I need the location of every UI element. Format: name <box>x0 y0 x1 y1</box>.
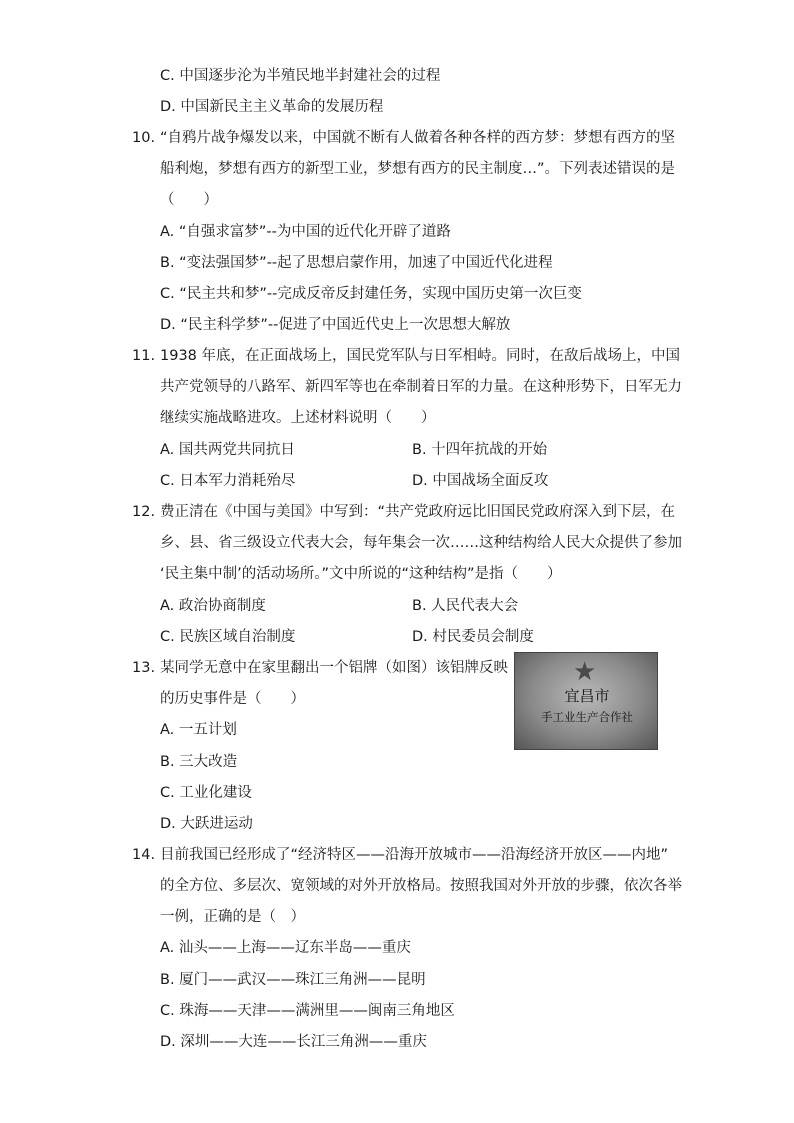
q11-option-d: D. 中国战场全面反攻 <box>412 473 549 489</box>
q13-stem-line1: 某同学无意中在家里翻出一个铝牌（如图）该铝牌反映 <box>160 660 508 676</box>
q13-stem-line2: 的历史事件是（ ） <box>160 691 305 707</box>
q9-option-c: C. 中国逐步沦为半殖民地半封建社会的过程 <box>160 68 441 84</box>
q12-stem-line3: ‘民主集中制’的活动场所。”文中所说的“这种结构”是指（ ） <box>160 566 562 582</box>
q13-number: 13. <box>132 660 156 676</box>
q11-number: 11. <box>132 348 156 364</box>
q14-number: 14. <box>132 847 156 863</box>
q14-stem-line3: 一例，正确的是（ ） <box>160 909 305 925</box>
q12-option-b: B. 人民代表大会 <box>412 598 519 614</box>
q12-stem-line1: 费正清在《中国与美国》中写到：“共产党政府远比旧国民党政府深入到下层，在 <box>160 504 676 520</box>
q10-option-a: A. “自强求富梦”--为中国的近代化开辟了道路 <box>160 224 451 240</box>
q14-stem-line1: 目前我国已经形成了“经济特区——沿海开放城市——沿海经济开放区——内地” <box>160 847 669 863</box>
q11-stem-line2: 共产党领导的八路军、新四军等也在牵制着日军的力量。在这种形势下，日军无力 <box>160 379 682 395</box>
q12-option-a: A. 政治协商制度 <box>160 598 266 614</box>
q10-stem-line2: 船利炮，梦想有西方的新型工业，梦想有西方的民主制度…”。下列表述错误的是 <box>160 161 676 177</box>
q13-option-a: A. 一五计划 <box>160 722 237 738</box>
q11-option-a: A. 国共两党共同抗日 <box>160 442 295 458</box>
star-icon: ★ <box>573 657 597 687</box>
q13-option-d: D. 大跃进运动 <box>160 816 253 832</box>
q14-option-c: C. 珠海——天津——满洲里——闽南三角地区 <box>160 1003 455 1019</box>
q10-stem-line1: “自鸦片战争爆发以来，中国就不断有人做着各种各样的西方梦：梦想有西方的坚 <box>160 130 676 146</box>
plaque-org: 手工业生产合作社 <box>541 710 633 724</box>
q12-option-c: C. 民族区域自治制度 <box>160 629 296 645</box>
q10-option-b: B. “变法强国梦”--起了思想启蒙作用，加速了中国近代化进程 <box>160 255 553 271</box>
q13-option-b: B. 三大改造 <box>160 754 238 770</box>
q11-option-b: B. 十四年抗战的开始 <box>412 442 548 458</box>
q11-option-c: C. 日本军力消耗殆尽 <box>160 473 296 489</box>
q10-number: 10. <box>132 130 156 146</box>
q12-number: 12. <box>132 504 156 520</box>
q12-stem-line2: 乡、县、省三级设立代表大会，每年集会一次……这种结构给人民大众提供了参加 <box>160 535 682 551</box>
q14-option-b: B. 厦门——武汉——珠江三角洲——昆明 <box>160 972 426 988</box>
q13-option-c: C. 工业化建设 <box>160 785 252 801</box>
q14-option-a: A. 汕头——上海——辽东半岛——重庆 <box>160 940 411 956</box>
q14-option-d: D. 深圳——大连——长江三角洲——重庆 <box>160 1034 427 1050</box>
q11-stem-line3: 继续实施战略进攻。上述材料说明（ ） <box>160 410 436 426</box>
plaque-city: 宜昌市 <box>564 687 610 705</box>
q10-option-d: D. “民主科学梦”--促进了中国近代史上一次思想大解放 <box>160 317 511 333</box>
q10-option-c: C. “民主共和梦”--完成反帝反封建任务，实现中国历史第一次巨变 <box>160 286 582 302</box>
q11-stem-line1: 1938 年底，在正面战场上，国民党军队与日军相峙。同时，在敌后战场上，中国 <box>160 348 681 364</box>
q9-option-d: D. 中国新民主主义革命的发展历程 <box>160 99 384 115</box>
q14-stem-line2: 的全方位、多层次、宽领域的对外开放格局。按照我国对外开放的步骤，依次各举 <box>160 878 682 894</box>
q10-answer-blank: （ ） <box>160 192 218 208</box>
q12-option-d: D. 村民委员会制度 <box>412 629 534 645</box>
aluminum-plaque-photo <box>514 652 658 750</box>
